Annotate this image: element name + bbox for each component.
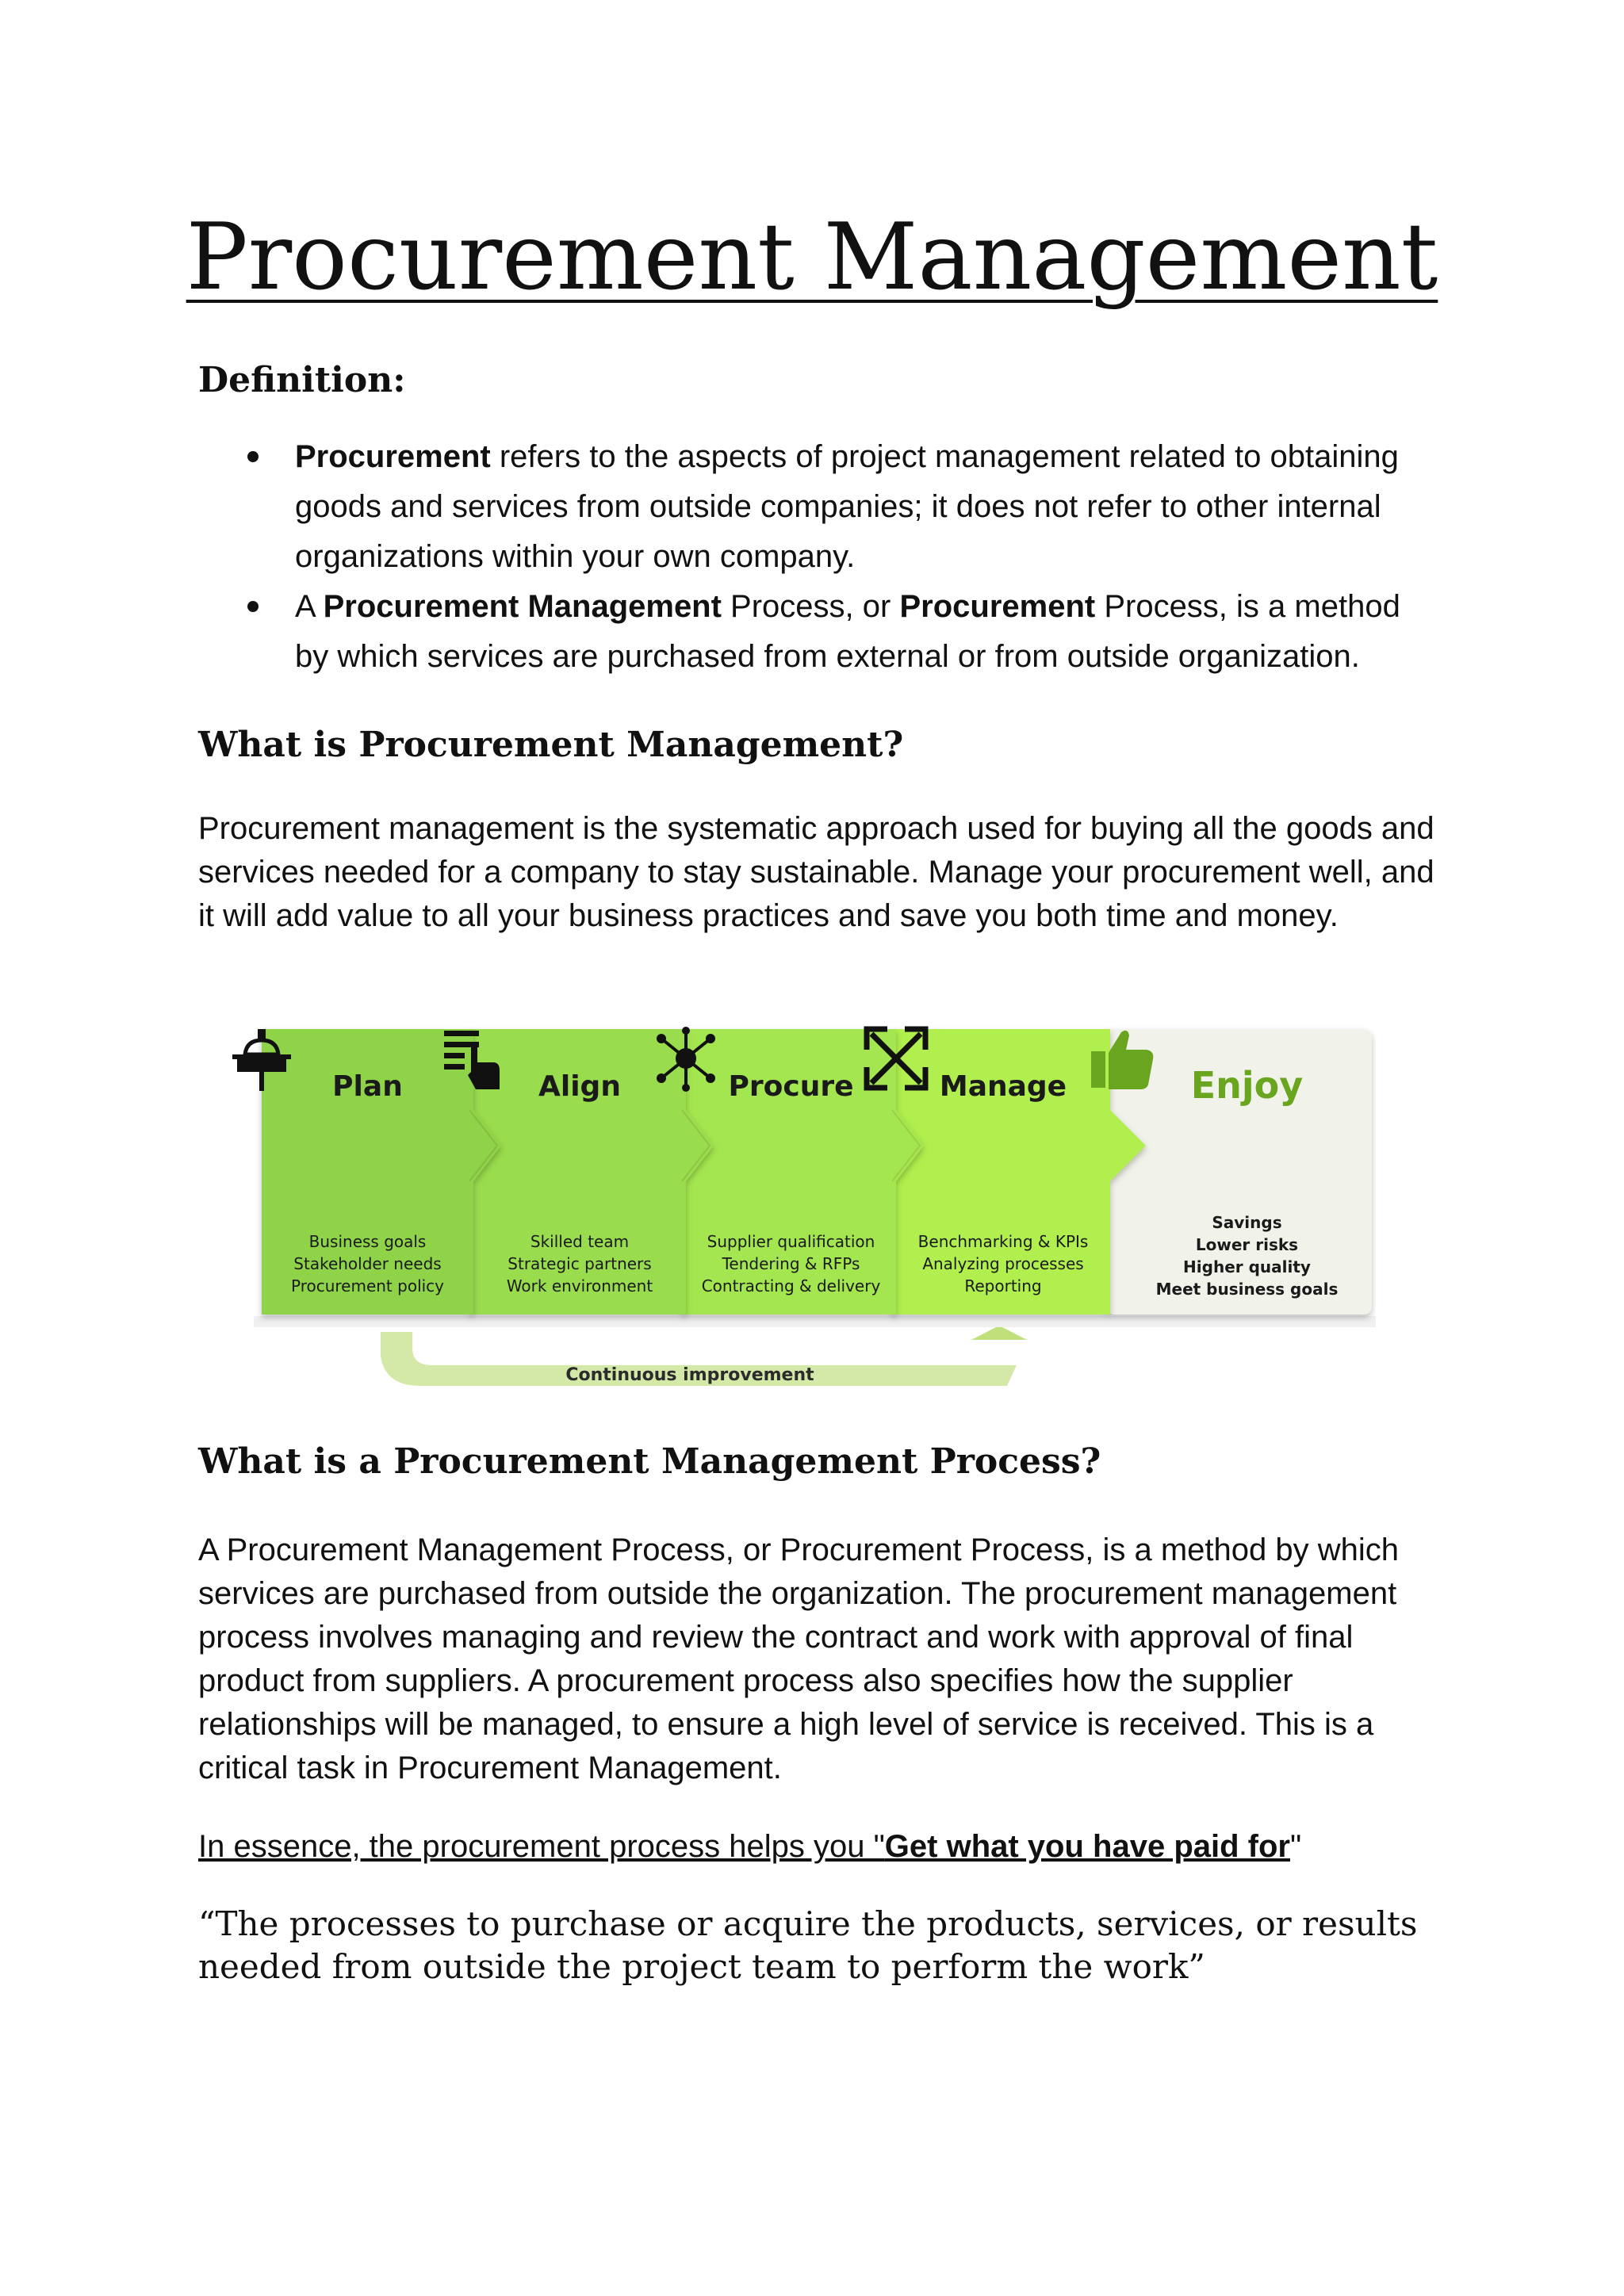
page-title: Procurement Management bbox=[186, 204, 1438, 311]
definition-text: refers to the aspects of project management related to obtaining goods and services from outside companies; it does not refer to other internal organizations within your own company. bbox=[295, 439, 1399, 574]
stage-title: Enjoy bbox=[1190, 1064, 1304, 1107]
stage-description: Savings Lower risks Higher quality Meet business goals bbox=[1155, 1213, 1339, 1299]
loop-arrow-head bbox=[971, 1326, 1027, 1340]
definition-list bbox=[198, 432, 1435, 682]
definition-text: A bbox=[295, 589, 324, 624]
term-procurement: Procurement bbox=[899, 589, 1096, 624]
presentation-board-icon bbox=[226, 1023, 297, 1094]
definition-heading: Definition: bbox=[198, 360, 406, 400]
list-item bbox=[198, 582, 1435, 682]
definition-text: Process, or bbox=[721, 589, 900, 624]
stage-description: Benchmarking & KPIs Analyzing processes Reporting bbox=[917, 1232, 1089, 1295]
stage-enjoy bbox=[1122, 1023, 1372, 1320]
stage-description: Business goals Stakeholder needs Procurement policy bbox=[290, 1232, 445, 1295]
bullet-icon bbox=[247, 601, 259, 612]
list-item bbox=[198, 432, 1435, 582]
stage-description: Supplier qualification Tendering & RFPs Contracting & delivery bbox=[701, 1232, 881, 1295]
definition-text: Process, is a method by which services are purchased from external or from outside organization. bbox=[295, 589, 1400, 674]
procurement-process-diagram bbox=[254, 1023, 1376, 1395]
stage-title: Plan bbox=[332, 1070, 403, 1103]
section-heading-what-is-procurement: What is Procurement Management? bbox=[198, 725, 904, 765]
thumbs-up-icon bbox=[1086, 1023, 1158, 1094]
term-procurement-management: Procurement Management bbox=[323, 589, 722, 624]
continuous-improvement-label: Continuous improvement bbox=[565, 1365, 814, 1385]
expand-arrows-icon bbox=[860, 1023, 932, 1094]
network-hub-icon bbox=[650, 1023, 722, 1094]
stage-title: Manage bbox=[939, 1070, 1067, 1103]
term-procurement: Procurement bbox=[295, 439, 491, 474]
section-body-what-is-procurement: Procurement management is the systematic approach used for buying all the goods and services needed for a company to stay sustainable. Manage your procurement well, and it will add value to all your business practices and save you both time and money. bbox=[198, 811, 1434, 933]
pointing-hand-list-icon bbox=[438, 1023, 509, 1094]
pmbok-quote: “The processes to purchase or acquire the products, services, or results needed from outside the project team to perform the work” bbox=[198, 1904, 1418, 1986]
stage-description: Skilled team Strategic partners Work environment bbox=[506, 1232, 653, 1295]
stage-title: Align bbox=[538, 1070, 621, 1103]
essence-line: In essence, the procurement process helps you "Get what you have paid for" bbox=[198, 1829, 1302, 1864]
essence-emphasis: Get what you have paid for bbox=[884, 1829, 1290, 1864]
bullet-icon bbox=[247, 451, 259, 462]
stage-manage bbox=[896, 1023, 1110, 1320]
stage-title: Procure bbox=[728, 1070, 854, 1103]
section-body-process: A Procurement Management Process, or Procurement Process, is a method by which services are purchased from outside the organization. The procurement management process involves managing and review the contract and work with approval of final product from suppliers. A procurement process also specifies how the supplier relationships will be managed, to ensure a high level of service is received. This is a critical task in Procurement Management. bbox=[198, 1533, 1400, 1785]
section-heading-process: What is a Procurement Management Process? bbox=[198, 1441, 1101, 1482]
